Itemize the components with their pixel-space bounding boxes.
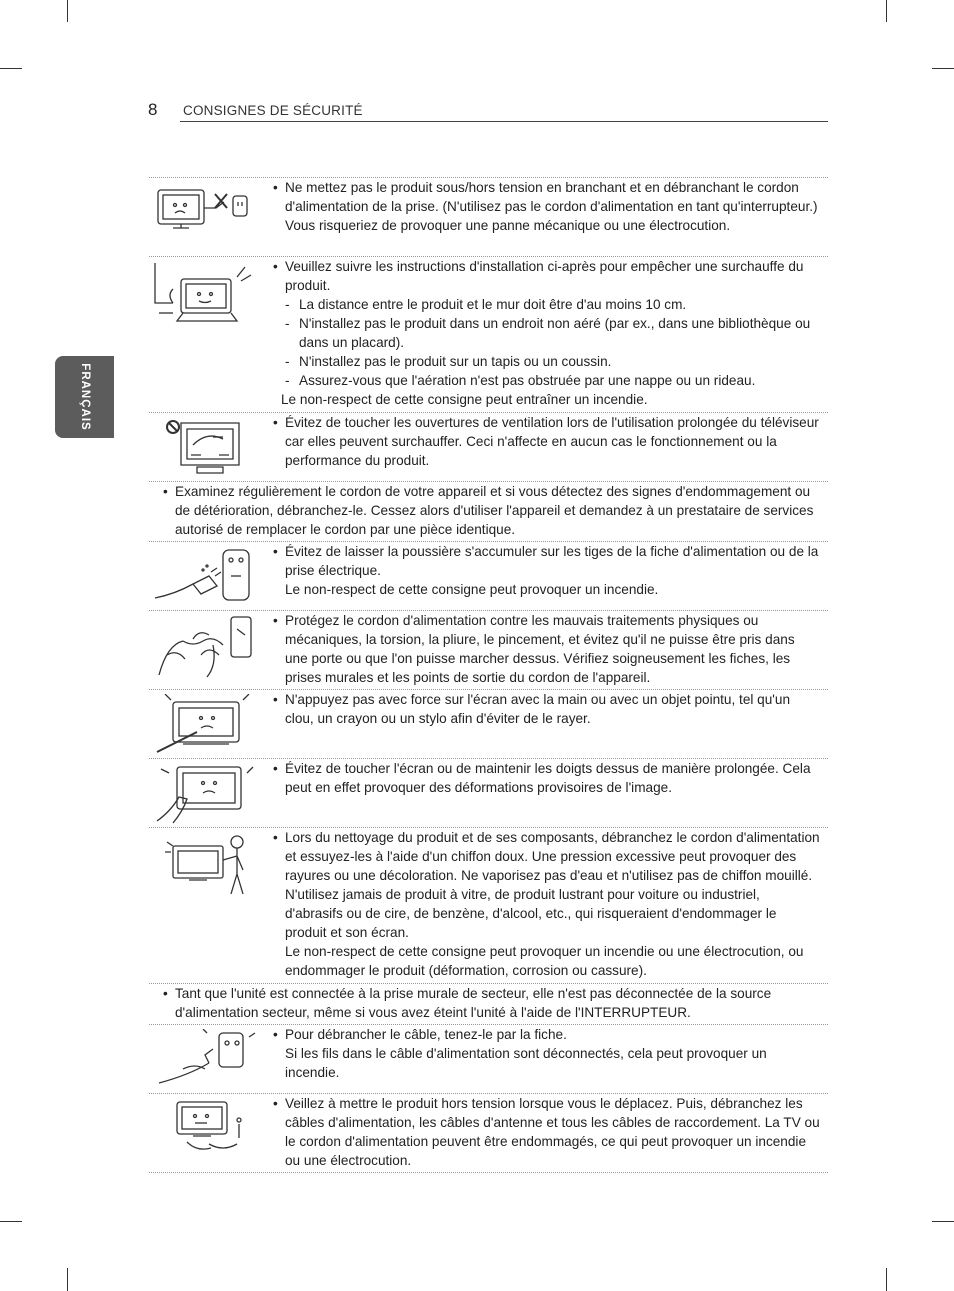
crop-mark <box>886 1268 887 1291</box>
crop-mark <box>886 0 887 22</box>
crop-mark <box>67 0 68 22</box>
tv-cables-icon <box>153 1098 257 1160</box>
language-tab-label: FRANÇAIS <box>78 363 91 431</box>
safety-item-text <box>273 1094 828 1172</box>
safety-item <box>149 983 828 1024</box>
safety-item-text <box>273 611 828 689</box>
safety-item-text <box>273 178 828 237</box>
bullet: • <box>163 986 168 1001</box>
safety-item-text <box>273 759 828 799</box>
sub-item: - Assurez-vous que l'aération n'est pas obstruée par une nappe ou un rideau. <box>285 371 820 390</box>
pull-plug-icon <box>153 1029 257 1091</box>
crop-mark <box>0 68 22 69</box>
page-number: 8 <box>148 100 158 119</box>
paragraph: Vous risqueriez de provoquer une panne mécanique ou une électrocution. <box>285 218 731 233</box>
crop-mark <box>67 1268 68 1291</box>
sub-item: - N'installez pas le produit sur un tapis ou un coussin. <box>285 352 820 371</box>
language-tab <box>55 356 114 438</box>
safety-item <box>149 177 828 256</box>
crop-mark <box>0 1221 22 1222</box>
bullet: • <box>273 259 278 274</box>
paragraph: Évitez de toucher l'écran ou de maintenir les doigts dessus de manière prolongée. Cela peut en effet provoquer des déformations provisoires de l'image. <box>285 761 811 795</box>
bullet: • <box>273 415 278 430</box>
section-title: CONSIGNES DE SÉCURITÉ <box>183 103 363 118</box>
paragraph: Évitez de toucher les ouvertures de ventilation lors de l'utilisation prolongée du téléviseur car elles peuvent surchauffer. Ceci n'affecte en aucun cas le fonctionnement ou la performance du produit. <box>285 415 819 468</box>
sub-item: - N'installez pas le produit dans un endroit non aéré (par ex., dans une bibliothèque ou dans un placard). <box>285 314 820 352</box>
safety-item-text <box>273 828 828 982</box>
paragraph: Si les fils dans le câble d'alimentation sont déconnectés, cela peut provoquer un incendie. <box>285 1046 767 1080</box>
safety-list <box>149 177 828 1173</box>
sub-item: - La distance entre le produit et le mur doit être d'au moins 10 cm. <box>285 295 820 314</box>
paragraph: Pour débrancher le câble, tenez-le par la fiche. <box>285 1027 567 1042</box>
safety-item-text <box>163 984 828 1024</box>
bullet: • <box>163 484 168 499</box>
bullet: • <box>273 830 278 845</box>
paragraph: N'appuyez pas avec force sur l'écran avec la main ou avec un objet pointu, tel qu'un clou, un crayon ou un stylo afin d'éviter de le rayer. <box>285 692 791 726</box>
paragraph: Veuillez suivre les instructions d'installation ci-après pour empêcher une surchauffe du produit. <box>285 259 804 293</box>
safety-item <box>149 610 828 689</box>
screen-touch-icon <box>153 763 257 825</box>
safety-item <box>149 541 828 610</box>
safety-item <box>149 481 828 541</box>
safety-item-text <box>273 257 828 411</box>
paragraph: Ne mettez pas le produit sous/hors tension en branchant et en débranchant le cordon d'alimentation de la prise. (N'utilisez pas le cordon d'alimentation en tant qu'interrupteur.) <box>285 180 818 214</box>
safety-item <box>149 827 828 983</box>
paragraph: Lors du nettoyage du produit et de ses composants, débranchez le cordon d'alimentation et essuyez-les à l'aide d'un chiffon doux. Une pression excessive peut provoquer des rayures ou une décoloration. Ne vaporisez pas d'eau et n'utilisez pas de chiffon mouillé. N'utilisez jamais de produit à vitre, de produit lustrant pour voiture ou industriel, d'abrasifs ou de cire, de benzène, d'alcool, etc., qui risqueraient d'endommager le produit et son écran. <box>285 830 820 940</box>
crop-mark <box>932 1221 954 1222</box>
screen-scratch-icon <box>153 694 257 756</box>
cord-twist-icon <box>153 615 257 683</box>
safety-item <box>149 412 828 481</box>
bullet: • <box>273 1027 278 1042</box>
safety-item <box>149 256 828 412</box>
header-rule <box>180 121 828 122</box>
bullet: • <box>273 544 278 559</box>
safety-item <box>149 758 828 827</box>
tv-wall-distance-icon <box>153 261 257 323</box>
safety-item <box>149 689 828 758</box>
paragraph: Veillez à mettre le produit hors tension lorsque vous le déplacez. Puis, débranchez les câbles d'alimentation, les câbles d'antenne et tous les câbles de raccordement. La TV ou le cordon d'alimentation peuvent être endommagés, ce qui peut provoquer un incendie ou une électrocution. <box>285 1096 820 1168</box>
paragraph: Examinez régulièrement le cordon de votre appareil et si vous détectez des signes d'endommagement ou de détérioration, débranchez-le. Cessez alors d'utiliser l'appareil et demandez à un prestataire de services autorisé de remplacer le cordon par une pièce identique. <box>175 484 814 537</box>
crop-mark <box>932 68 954 69</box>
safety-item-text <box>163 482 828 541</box>
bullet: • <box>273 1096 278 1111</box>
safety-item <box>149 1024 828 1093</box>
bullet: • <box>273 180 278 195</box>
paragraph: Le non-respect de cette consigne peut provoquer un incendie. <box>285 582 659 597</box>
tv-vent-touch-icon <box>153 417 257 477</box>
safety-item-text <box>273 542 828 601</box>
bullet: • <box>273 692 278 707</box>
cleaning-tv-icon <box>153 832 257 898</box>
paragraph: Tant que l'unité est connectée à la prise murale de secteur, elle n'est pas déconnectée de la source d'alimentation secteur, même si vous avez éteint l'unité à l'aide de l'INTERRUPTEUR. <box>175 986 772 1020</box>
safety-item-text <box>273 1025 828 1084</box>
paragraph: Protégez le cordon d'alimentation contre les mauvais traitements physiques ou mécaniques, la torsion, la pliure, le pincement, et évitez qu'il ne puisse être pris dans une porte ou que l'on puisse marcher dessus. Vérifiez soigneusement les fiches, les prises murales et les points de sortie du cordon de l'appareil. <box>285 613 795 685</box>
safety-item <box>149 1093 828 1173</box>
safety-item-text <box>273 413 828 472</box>
bullet: • <box>273 613 278 628</box>
bullet: • <box>273 761 278 776</box>
paragraph: Le non-respect de cette consigne peut provoquer un incendie ou une électrocution, ou endommager le produit (déformation, corrosion ou cassure). <box>285 944 804 978</box>
paragraph: Évitez de laisser la poussière s'accumuler sur les tiges de la fiche d'alimentation ou de la prise électrique. <box>285 544 819 578</box>
safety-item-text <box>273 690 828 730</box>
note: Le non-respect de cette consigne peut entraîner un incendie. <box>281 392 648 407</box>
dusty-plug-icon <box>153 546 257 608</box>
tv-unplug-icon <box>153 182 257 234</box>
